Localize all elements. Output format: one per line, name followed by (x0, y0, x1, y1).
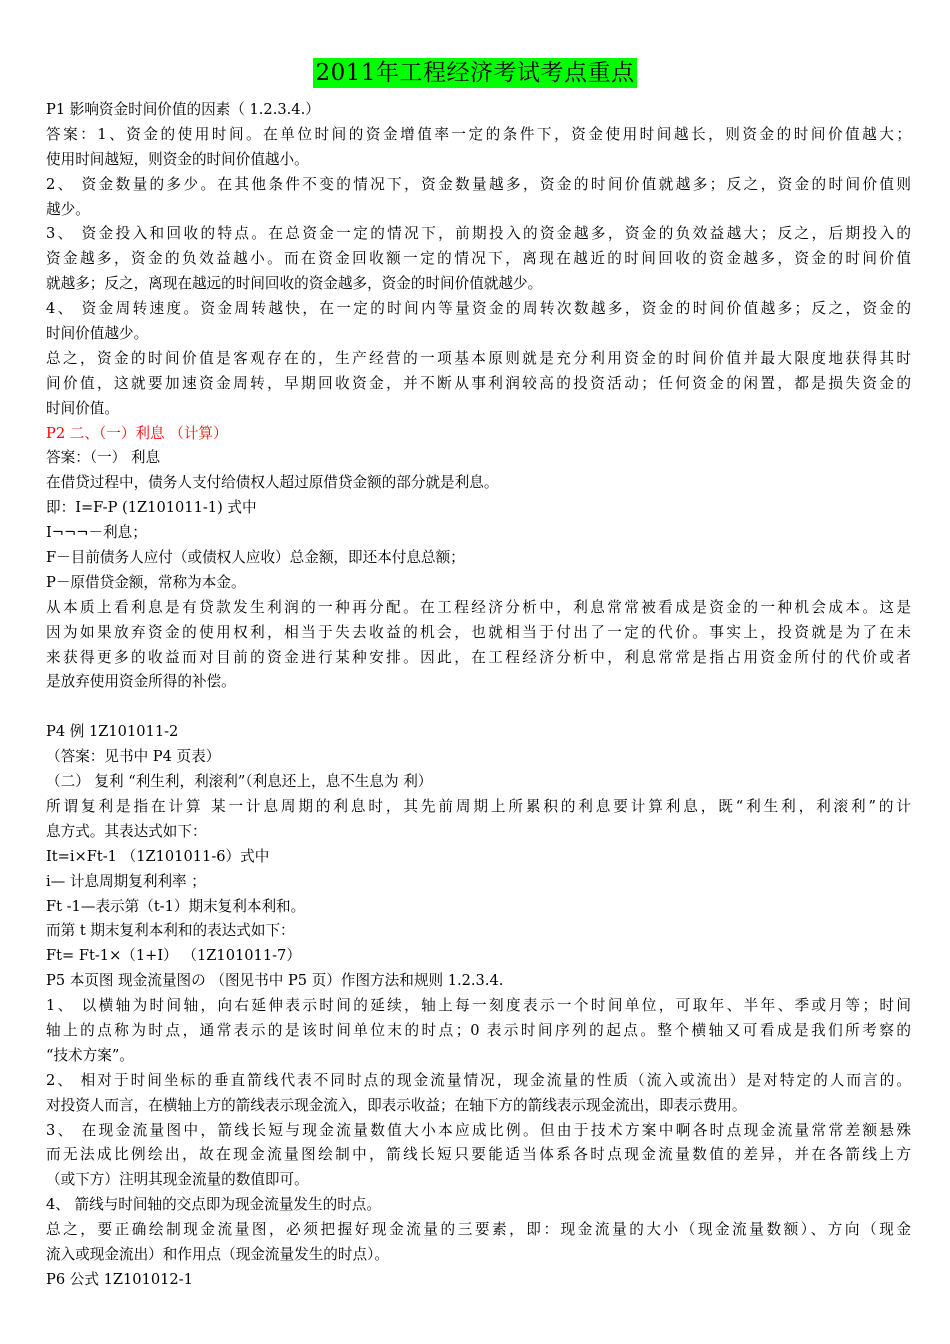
title-container (0, 58, 950, 88)
document-title: 2011年工程经济考试考点重点 (315, 60, 635, 86)
text-line: 总之，资金的时间价值是客观存在的，生产经营的一项基本原则就是充分利用资金的时间价值并最大限度地获得其时 (46, 349, 911, 367)
text-line: 2、 相对于时间坐标的垂直箭线代表不同时点的现金流量情况，现金流量的性质（流入或流出）是对特定的人而言的。 (46, 1071, 911, 1089)
text-line: 答案：（一） 利息 (46, 449, 161, 467)
text-line: 即：I=F-P (1Z101011-1) 式中 (46, 499, 257, 517)
text-line: 因为如果放弃资金的使用权利，相当于失去收益的机会，也就相当于付出了一定的代价。事实上，投资就是为了在未 (46, 623, 911, 641)
text-line: （或下方）注明其现金流量的数值即可。 (46, 1171, 309, 1189)
text-line: 而第 t 期末复利本利和的表达式如下： (46, 922, 295, 940)
text-line: P1 影响资金时间价值的因素（ 1.2.3.4.） (46, 101, 320, 118)
text-line: Ft= Ft-1×（1+I） （1Z101011-7） (46, 947, 301, 965)
text-line: 流入或现金流出）和作用点（现金流量发生的时点）。 (46, 1245, 389, 1263)
text-line: 是放弃使用资金所得的补偿。 (46, 673, 236, 691)
text-line: P4 例 1Z101011-2 (46, 723, 179, 741)
text-line: P－原借贷金额，常称为本金。 (46, 573, 246, 591)
text-line: 而无法成比例绘出，故在现金流量图绘制中，箭线长短只要能适当体系各时点现金流量数值的差异，并在各箭线上方 (46, 1146, 911, 1164)
text-line: 1、 以横轴为时间轴，向右延伸表示时间的延续，轴上每一刻度表示一个时间单位，可取年、半年、季或月等；时间 (46, 997, 911, 1015)
text-line: P5 本页图 现金流量图の （图见书中 P5 页）作图方法和规则 1.2.3.4. (46, 972, 504, 990)
blank-line (46, 695, 911, 720)
text-line: 4、 资金周转速度。资金周转越快，在一定的时间内等量资金的周转次数越多，资金的时间价值越多；反之，资金的 (46, 300, 911, 318)
text-line: （答案：见书中 P4 页表） (46, 748, 221, 766)
text-line: 2、 资金数量的多少。在其他条件不变的情况下，资金数量越多，资金的时间价值就越多；反之，资金的时间价值则 (46, 175, 911, 193)
text-line: It=i×Ft-1 （1Z101011-6）式中 (46, 847, 270, 865)
text-line: 间价值，这就要加速资金周转，早期回收资金，并不断从事利润较高的投资活动；任何资金的闲置，都是损失资金的 (46, 374, 911, 392)
text-line: 所谓复利是指在计算 某一计息周期的利息时，其先前周期上所累积的利息要计算利息，既“利生利，利滚利”的计 (46, 797, 911, 815)
text-line: 从本质上看利息是有贷款发生利润的一种再分配。在工程经济分析中，利息常常被看成是资金的一种机会成本。这是 (46, 598, 911, 616)
text-line: 对投资人而言，在横轴上方的箭线表示现金流入，即表示收益；在轴下方的箭线表示现金流出，即表示费用。 (46, 1096, 747, 1114)
text-line: 答案：1、资金的使用时间。在单位时间的资金增值率一定的条件下，资金使用时间越长，则资金的时间价值越大； (46, 125, 911, 143)
text-line: 就越多；反之，离现在越远的时间回收的资金越多，资金的时间价值就越少。 (46, 275, 543, 293)
text-line: 3、 在现金流量图中，箭线长短与现金流量数值大小本应成比例。但由于技术方案中啊各时点现金流量常常差额悬殊 (46, 1121, 911, 1139)
text-line: 使用时间越短，则资金的时间价值越小。 (46, 150, 309, 168)
text-line: F－目前债务人应付（或债权人应收）总金额，即还本付息总额； (46, 549, 465, 567)
text-line: 越少。 (46, 200, 90, 218)
text-line: I¬¬¬－利息； (46, 524, 147, 542)
text-line: 轴上的点称为时点，通常表示的是该时间单位末的时点；0 表示时间序列的起点。整个横轴又可看成是我们所考察的 (46, 1021, 911, 1039)
text-line: i— 计息周期复利利率 ； (46, 872, 206, 890)
text-line: 来获得更多的收益而对目前的资金进行某种安排。因此，在工程经济分析中，利息常常是指占用资金所付的代价或者 (46, 648, 911, 666)
text-line: 总之，要正确绘制现金流量图，必须把握好现金流量的三要素，即：现金流量的大小（现金流量数额）、方向（现金 (46, 1221, 911, 1239)
text-line: “技术方案”。 (46, 1046, 134, 1064)
text-line: 资金越多，资金的负效益越小。而在资金回收额一定的情况下，离现在越近的时间回收的资金越多，资金的时间价值 (46, 250, 911, 268)
text-line: 4、 箭线与时间轴的交点即为现金流量发生的时点。 (46, 1196, 381, 1214)
document-body (46, 98, 911, 1293)
text-line: 在借贷过程中，债务人支付给债权人超过原借贷金额的部分就是利息。 (46, 474, 499, 492)
text-line: 3、 资金投入和回收的特点。在总资金一定的情况下，前期投入的资金越多，资金的负效益越大；反之，后期投入的 (46, 225, 911, 243)
text-line: 时间价值越少。 (46, 325, 149, 343)
text-line: P6 公式 1Z101012-1 (46, 1270, 193, 1288)
text-line: 时间价值。 (46, 399, 119, 417)
text-line: Ft -1—表示第（t-1）期末复利本利和。 (46, 897, 306, 915)
text-line: （二） 复利 “利生利，利滚利”（利息还上，息不生息为 利） (46, 773, 433, 791)
text-line: P2 二、（一）利息 （计算） (46, 424, 228, 442)
text-line: 息方式。其表达式如下： (46, 822, 207, 840)
